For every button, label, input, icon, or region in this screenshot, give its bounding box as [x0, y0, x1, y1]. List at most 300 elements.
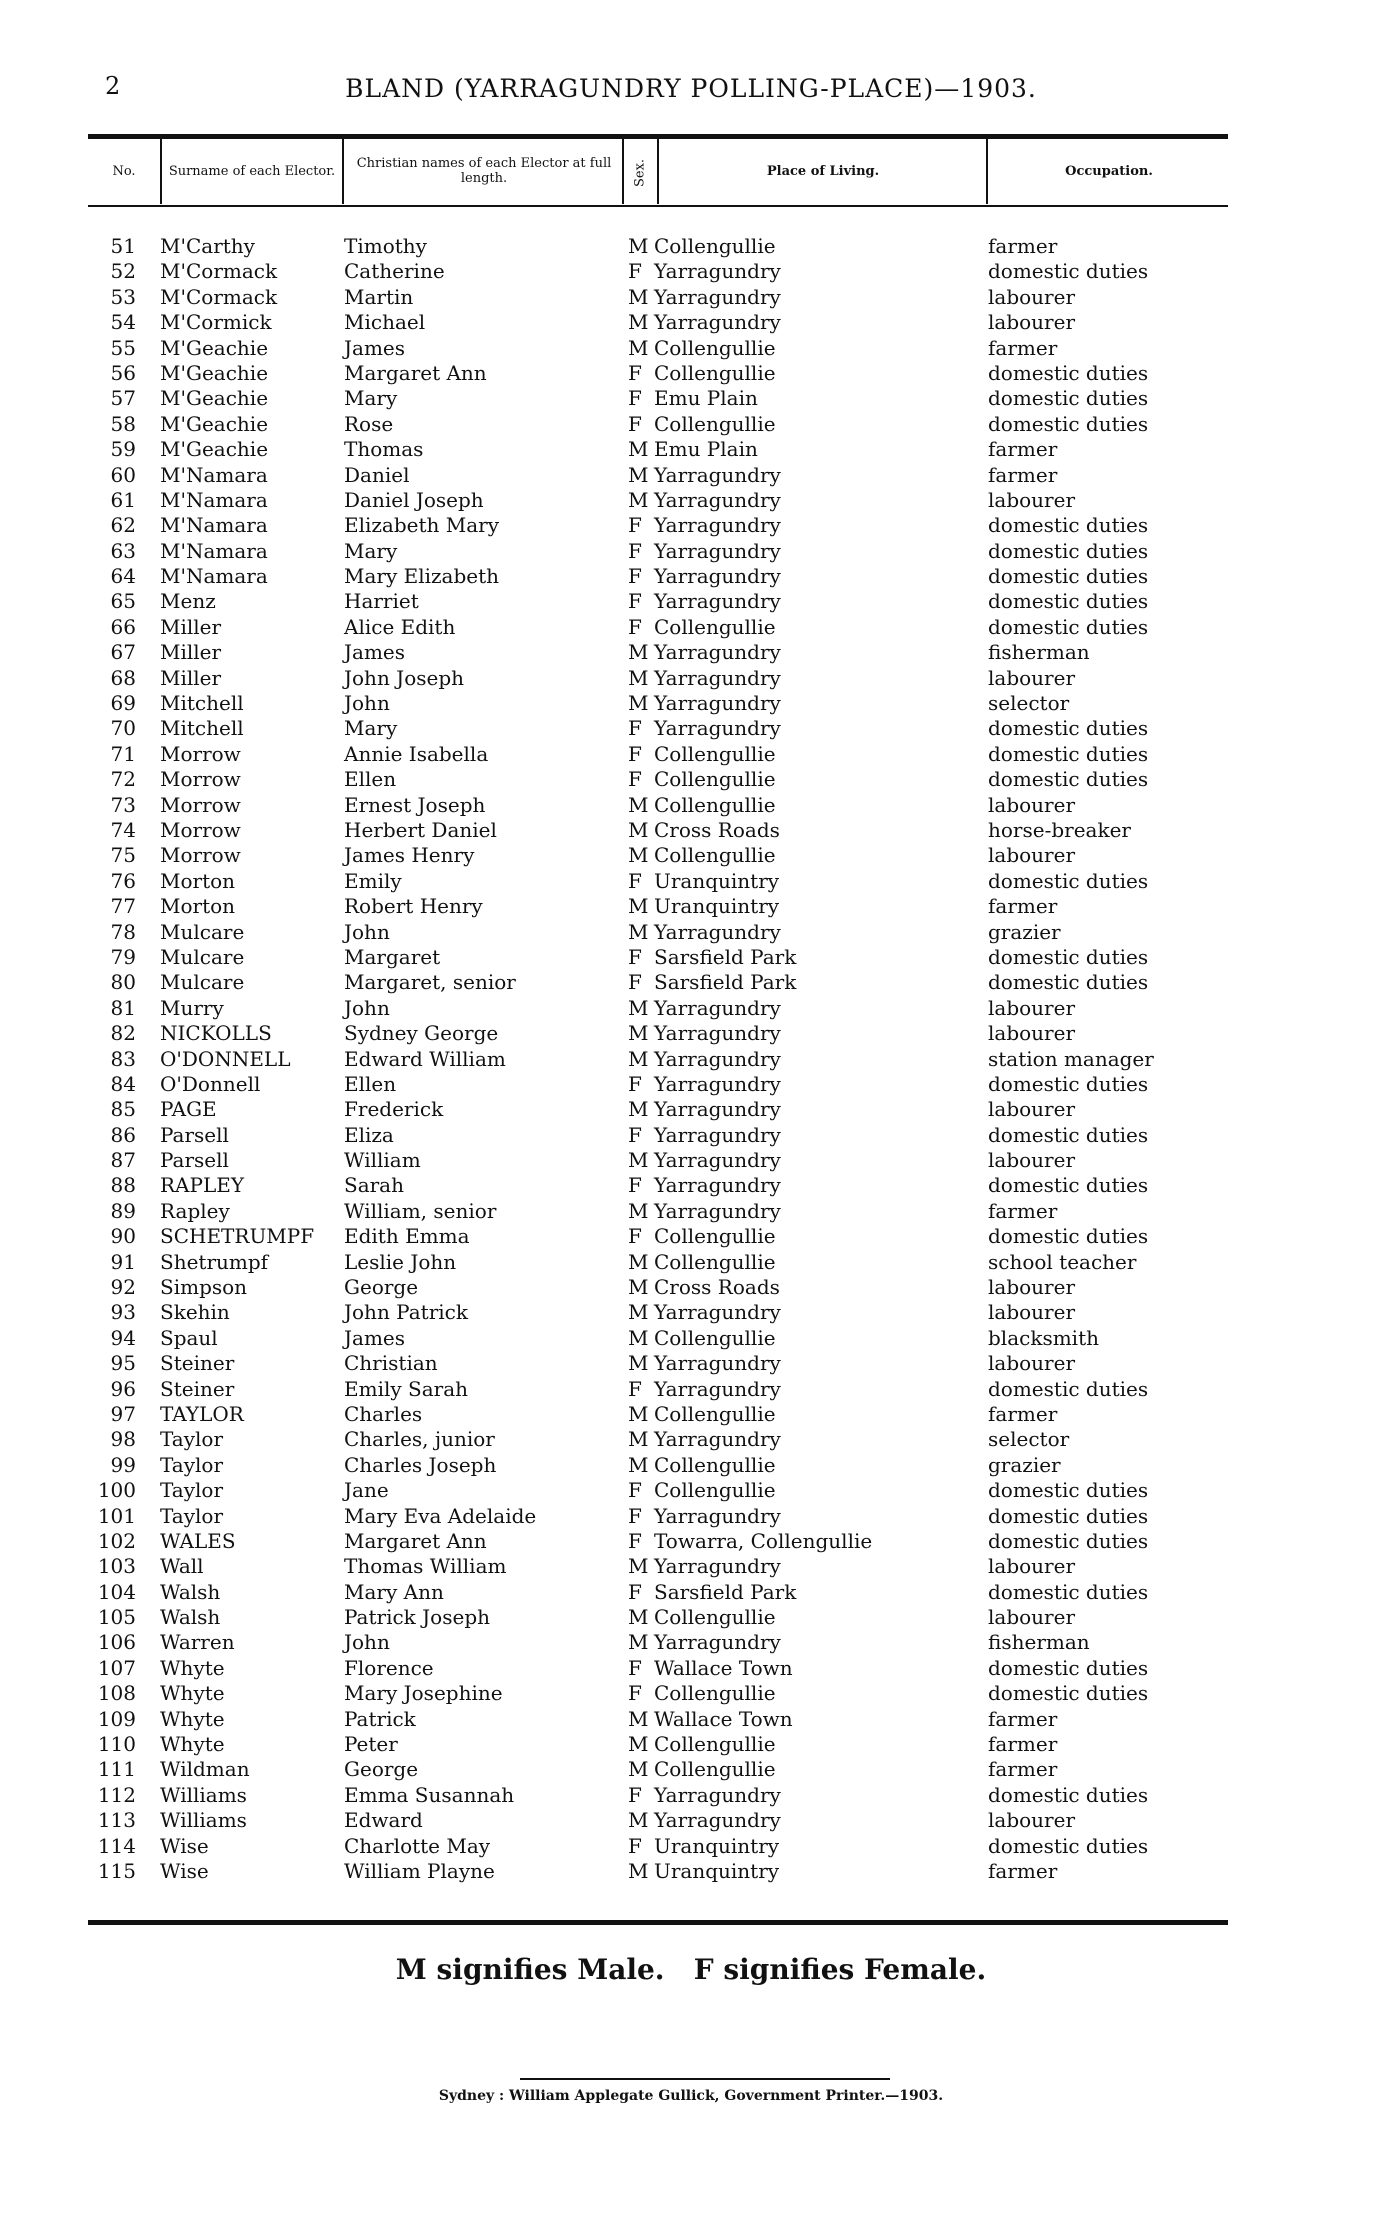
elector-christian-names: Christian — [344, 1351, 438, 1376]
elector-occupation: school teacher — [988, 1249, 1137, 1274]
table-row — [0, 818, 1382, 843]
elector-surname: Miller — [160, 640, 222, 665]
elector-sex: F — [628, 564, 642, 589]
elector-number: 101 — [97, 1503, 136, 1528]
elector-sex: M — [628, 817, 649, 842]
elector-surname: Whyte — [160, 1655, 225, 1680]
elector-place: Yarragundry — [654, 665, 781, 690]
elector-christian-names: Emily — [344, 868, 402, 893]
elector-surname: Wise — [160, 1859, 209, 1883]
table-row — [0, 1275, 1382, 1300]
elector-sex: M — [628, 1148, 649, 1173]
elector-occupation: domestic duties — [988, 1071, 1149, 1096]
elector-christian-names: Peter — [344, 1732, 398, 1757]
elector-occupation: labourer — [988, 284, 1076, 309]
elector-surname: Wise — [160, 1833, 209, 1858]
elector-place: Yarragundry — [654, 716, 781, 741]
elector-number: 104 — [97, 1579, 136, 1604]
elector-surname: M'Geachie — [160, 360, 269, 385]
elector-number: 67 — [110, 640, 136, 665]
elector-place: Collengullie — [654, 1401, 776, 1426]
elector-christian-names: Mary — [344, 716, 398, 741]
table-row — [0, 336, 1382, 361]
table-row — [0, 361, 1382, 386]
column-divider — [342, 138, 344, 204]
elector-christian-names: Thomas — [344, 437, 424, 462]
page-number: 2 — [105, 72, 121, 100]
elector-number: 91 — [110, 1249, 136, 1274]
elector-occupation: labourer — [988, 995, 1076, 1020]
elector-christian-names: Edith Emma — [344, 1224, 470, 1249]
elector-christian-names: Daniel — [344, 462, 410, 487]
elector-occupation: farmer — [988, 1732, 1058, 1757]
elector-surname: Mulcare — [160, 970, 245, 995]
elector-occupation: labourer — [988, 1554, 1076, 1579]
elector-christian-names: Charles — [344, 1401, 423, 1426]
elector-place: Towarra, Collengullie — [654, 1528, 873, 1553]
elector-christian-names: Sydney George — [344, 1021, 499, 1046]
elector-surname: TAYLOR — [160, 1401, 244, 1426]
column-divider — [657, 138, 659, 204]
elector-sex: M — [628, 437, 649, 462]
elector-place: Collengullie — [654, 1452, 776, 1477]
elector-surname: Shetrumpf — [160, 1249, 269, 1274]
elector-christian-names: Edward — [344, 1808, 423, 1833]
column-header-surname: Surname of each Elector. — [168, 163, 336, 179]
elector-occupation: domestic duties — [988, 741, 1149, 766]
elector-surname: Miller — [160, 665, 222, 690]
elector-occupation: farmer — [988, 1198, 1058, 1223]
elector-occupation: domestic duties — [988, 1528, 1149, 1553]
elector-number: 105 — [97, 1605, 136, 1630]
elector-number: 93 — [110, 1300, 136, 1325]
elector-sex: M — [628, 1046, 649, 1071]
table-row — [0, 767, 1382, 792]
elector-number: 72 — [110, 767, 136, 792]
table-row — [0, 437, 1382, 462]
elector-number: 54 — [110, 310, 136, 335]
elector-christian-names: Margaret Ann — [344, 1528, 487, 1553]
elector-christian-names: James — [344, 1325, 406, 1350]
elector-surname: Walsh — [160, 1579, 221, 1604]
elector-occupation: domestic duties — [988, 386, 1149, 411]
elector-occupation: domestic duties — [988, 538, 1149, 563]
elector-number: 59 — [110, 437, 136, 462]
elector-sex: M — [628, 1021, 649, 1046]
elector-sex: M — [628, 310, 649, 335]
elector-surname: Parsell — [160, 1148, 229, 1173]
table-row — [0, 513, 1382, 538]
elector-number: 76 — [110, 868, 136, 893]
elector-number: 98 — [110, 1427, 136, 1452]
table-row — [0, 463, 1382, 488]
elector-sex: M — [628, 1275, 649, 1300]
elector-surname: Mitchell — [160, 716, 244, 741]
elector-surname: M'Geachie — [160, 386, 269, 411]
elector-christian-names: John Joseph — [344, 665, 465, 690]
elector-list — [0, 234, 1382, 1884]
elector-occupation: labourer — [988, 1021, 1076, 1046]
elector-christian-names: Emily Sarah — [344, 1376, 469, 1401]
elector-number: 108 — [97, 1681, 136, 1706]
elector-place: Collengullie — [654, 843, 776, 868]
elector-place: Yarragundry — [654, 1198, 781, 1223]
elector-place: Collengullie — [654, 1325, 776, 1350]
elector-occupation: labourer — [988, 1097, 1076, 1122]
elector-surname: SCHETRUMPF — [160, 1224, 315, 1249]
elector-number: 63 — [110, 538, 136, 563]
table-row — [0, 869, 1382, 894]
table-row — [0, 1808, 1382, 1833]
elector-surname: Morton — [160, 868, 236, 893]
elector-sex: F — [628, 868, 642, 893]
table-row — [0, 1859, 1382, 1884]
elector-sex: M — [628, 1351, 649, 1376]
elector-occupation: domestic duties — [988, 614, 1149, 639]
elector-place: Yarragundry — [654, 1071, 781, 1096]
elector-number: 103 — [97, 1554, 136, 1579]
elector-place: Emu Plain — [654, 437, 758, 462]
table-row — [0, 1707, 1382, 1732]
elector-surname: Mulcare — [160, 919, 245, 944]
elector-christian-names: Elizabeth Mary — [344, 513, 500, 538]
elector-occupation: domestic duties — [988, 970, 1149, 995]
elector-place: Collengullie — [654, 741, 776, 766]
elector-place: Collengullie — [654, 411, 776, 436]
elector-sex: M — [628, 1706, 649, 1731]
elector-place: Yarragundry — [654, 1021, 781, 1046]
elector-christian-names: Mary Ann — [344, 1579, 444, 1604]
elector-place: Collengullie — [654, 767, 776, 792]
elector-christian-names: Leslie John — [344, 1249, 457, 1274]
elector-place: Yarragundry — [654, 462, 781, 487]
elector-christian-names: Thomas William — [344, 1554, 507, 1579]
elector-occupation: grazier — [988, 919, 1061, 944]
elector-surname: M'Namara — [160, 462, 268, 487]
elector-surname: M'Namara — [160, 487, 268, 512]
table-row — [0, 945, 1382, 970]
elector-christian-names: Jane — [344, 1478, 389, 1503]
table-row — [0, 1047, 1382, 1072]
table-row — [0, 920, 1382, 945]
elector-christian-names: Rose — [344, 411, 394, 436]
elector-christian-names: Ellen — [344, 1071, 397, 1096]
elector-christian-names: Patrick Joseph — [344, 1605, 490, 1630]
elector-surname: Morrow — [160, 843, 241, 868]
elector-surname: Steiner — [160, 1376, 235, 1401]
elector-surname: M'Namara — [160, 538, 268, 563]
elector-number: 87 — [110, 1148, 136, 1173]
elector-sex: M — [628, 1859, 649, 1883]
elector-number: 96 — [110, 1376, 136, 1401]
elector-occupation: domestic duties — [988, 1579, 1149, 1604]
elector-number: 64 — [110, 564, 136, 589]
elector-number: 86 — [110, 1122, 136, 1147]
elector-occupation: labourer — [988, 1351, 1076, 1376]
elector-place: Wallace Town — [654, 1706, 793, 1731]
elector-sex: F — [628, 1528, 642, 1553]
elector-christian-names: Mary — [344, 538, 398, 563]
elector-occupation: farmer — [988, 437, 1058, 462]
column-divider — [160, 138, 162, 204]
table-row — [0, 716, 1382, 741]
elector-occupation: domestic duties — [988, 1224, 1149, 1249]
elector-number: 107 — [97, 1655, 136, 1680]
elector-occupation: domestic duties — [988, 1681, 1149, 1706]
elector-sex: F — [628, 970, 642, 995]
elector-christian-names: John — [344, 919, 390, 944]
elector-number: 62 — [110, 513, 136, 538]
elector-surname: Mitchell — [160, 691, 244, 716]
column-header-occupation: Occupation. — [1065, 163, 1153, 179]
elector-sex: M — [628, 1452, 649, 1477]
elector-surname: Whyte — [160, 1681, 225, 1706]
elector-number: 88 — [110, 1173, 136, 1198]
table-row — [0, 488, 1382, 513]
table-row — [0, 1326, 1382, 1351]
elector-place: Collengullie — [654, 1757, 776, 1782]
elector-surname: Taylor — [160, 1452, 224, 1477]
elector-number: 97 — [110, 1401, 136, 1426]
elector-occupation: domestic duties — [988, 767, 1149, 792]
elector-place: Sarsfield Park — [654, 1579, 797, 1604]
elector-occupation: domestic duties — [988, 589, 1149, 614]
elector-occupation: labourer — [988, 1148, 1076, 1173]
elector-number: 55 — [110, 335, 136, 360]
table-row — [0, 615, 1382, 640]
elector-christian-names: Mary Eva Adelaide — [344, 1503, 537, 1528]
elector-sex: F — [628, 1833, 642, 1858]
elector-sex: M — [628, 1554, 649, 1579]
table-row — [0, 1834, 1382, 1859]
elector-occupation: farmer — [988, 234, 1058, 258]
table-row — [0, 666, 1382, 691]
elector-occupation: fisherman — [988, 1630, 1090, 1655]
elector-surname: M'Namara — [160, 564, 268, 589]
table-row — [0, 1123, 1382, 1148]
elector-number: 111 — [97, 1757, 136, 1782]
elector-number: 61 — [110, 487, 136, 512]
elector-surname: O'Donnell — [160, 1071, 261, 1096]
elector-sex: F — [628, 1681, 642, 1706]
table-row — [0, 1656, 1382, 1681]
table-row — [0, 1148, 1382, 1173]
elector-number: 57 — [110, 386, 136, 411]
elector-surname: Whyte — [160, 1706, 225, 1731]
elector-number: 81 — [110, 995, 136, 1020]
elector-christian-names: Mary Elizabeth — [344, 564, 500, 589]
elector-number: 69 — [110, 691, 136, 716]
table-row — [0, 1351, 1382, 1376]
elector-christian-names: Martin — [344, 284, 414, 309]
elector-place: Collengullie — [654, 335, 776, 360]
elector-number: 114 — [97, 1833, 136, 1858]
elector-number: 110 — [97, 1732, 136, 1757]
elector-surname: Morrow — [160, 817, 241, 842]
elector-number: 84 — [110, 1071, 136, 1096]
elector-surname: O'DONNELL — [160, 1046, 291, 1071]
elector-place: Yarragundry — [654, 1122, 781, 1147]
elector-occupation: selector — [988, 1427, 1070, 1452]
table-row — [0, 234, 1382, 259]
elector-number: 89 — [110, 1198, 136, 1223]
table-row — [0, 589, 1382, 614]
elector-surname: Parsell — [160, 1122, 229, 1147]
elector-place: Yarragundry — [654, 1503, 781, 1528]
elector-number: 100 — [97, 1478, 136, 1503]
elector-sex: M — [628, 792, 649, 817]
elector-occupation: domestic duties — [988, 1122, 1149, 1147]
elector-surname: Skehin — [160, 1300, 230, 1325]
elector-occupation: domestic duties — [988, 868, 1149, 893]
table-row — [0, 1732, 1382, 1757]
table-row — [0, 412, 1382, 437]
elector-occupation: farmer — [988, 1757, 1058, 1782]
elector-number: 74 — [110, 817, 136, 842]
elector-place: Wallace Town — [654, 1655, 793, 1680]
table-row — [0, 539, 1382, 564]
elector-occupation: domestic duties — [988, 1503, 1149, 1528]
elector-occupation: farmer — [988, 1706, 1058, 1731]
elector-surname: M'Cormack — [160, 284, 278, 309]
elector-number: 94 — [110, 1325, 136, 1350]
table-row — [0, 970, 1382, 995]
printer-imprint: Sydney : William Applegate Gullick, Government Printer.—1903. — [438, 2088, 944, 2104]
elector-occupation: labourer — [988, 792, 1076, 817]
table-row — [0, 1453, 1382, 1478]
elector-christian-names: Margaret Ann — [344, 360, 487, 385]
elector-place: Collengullie — [654, 1478, 776, 1503]
elector-place: Yarragundry — [654, 310, 781, 335]
elector-number: 68 — [110, 665, 136, 690]
elector-sex: F — [628, 1579, 642, 1604]
elector-surname: NICKOLLS — [160, 1021, 272, 1046]
table-row — [0, 285, 1382, 310]
elector-sex: M — [628, 284, 649, 309]
elector-place: Yarragundry — [654, 1148, 781, 1173]
elector-number: 66 — [110, 614, 136, 639]
table-row — [0, 1580, 1382, 1605]
table-row — [0, 1250, 1382, 1275]
elector-sex: F — [628, 1224, 642, 1249]
elector-surname: Walsh — [160, 1605, 221, 1630]
elector-occupation: labourer — [988, 1605, 1076, 1630]
elector-place: Yarragundry — [654, 1630, 781, 1655]
elector-surname: Morrow — [160, 792, 241, 817]
header-bottom-rule — [88, 205, 1228, 207]
elector-sex: M — [628, 1605, 649, 1630]
elector-occupation: domestic duties — [988, 1782, 1149, 1807]
elector-number: 82 — [110, 1021, 136, 1046]
elector-christian-names: Charles Joseph — [344, 1452, 497, 1477]
elector-surname: Wall — [160, 1554, 204, 1579]
elector-sex: F — [628, 259, 642, 284]
elector-place: Yarragundry — [654, 538, 781, 563]
elector-christian-names: Margaret — [344, 944, 441, 969]
elector-place: Collengullie — [654, 1224, 776, 1249]
elector-occupation: labourer — [988, 1808, 1076, 1833]
elector-occupation: domestic duties — [988, 259, 1149, 284]
elector-sex: M — [628, 1427, 649, 1452]
elector-occupation: grazier — [988, 1452, 1061, 1477]
elector-occupation: labourer — [988, 665, 1076, 690]
elector-number: 102 — [97, 1528, 136, 1553]
elector-occupation: domestic duties — [988, 411, 1149, 436]
elector-place: Collengullie — [654, 1681, 776, 1706]
elector-place: Sarsfield Park — [654, 970, 797, 995]
elector-christian-names: Mary Josephine — [344, 1681, 503, 1706]
elector-christian-names: Daniel Joseph — [344, 487, 484, 512]
elector-occupation: labourer — [988, 843, 1076, 868]
elector-number: 99 — [110, 1452, 136, 1477]
elector-surname: M'Geachie — [160, 411, 269, 436]
elector-number: 75 — [110, 843, 136, 868]
elector-place: Yarragundry — [654, 487, 781, 512]
page-title: BLAND (YARRAGUNDRY POLLING-PLACE)—1903. — [345, 74, 1037, 103]
column-header-christian: Christian names of each Elector at full length. — [356, 156, 612, 186]
elector-sex: M — [628, 1808, 649, 1833]
elector-place: Yarragundry — [654, 995, 781, 1020]
elector-occupation: domestic duties — [988, 1376, 1149, 1401]
elector-occupation: horse-breaker — [988, 817, 1131, 842]
elector-surname: Williams — [160, 1808, 247, 1833]
elector-place: Yarragundry — [654, 1046, 781, 1071]
elector-sex: F — [628, 411, 642, 436]
elector-number: 78 — [110, 919, 136, 944]
elector-occupation: domestic duties — [988, 564, 1149, 589]
elector-surname: Warren — [160, 1630, 235, 1655]
elector-surname: Morrow — [160, 741, 241, 766]
elector-surname: Rapley — [160, 1198, 230, 1223]
elector-surname: Mulcare — [160, 944, 245, 969]
elector-occupation: domestic duties — [988, 513, 1149, 538]
elector-surname: Taylor — [160, 1478, 224, 1503]
elector-number: 106 — [97, 1630, 136, 1655]
elector-sex: M — [628, 1325, 649, 1350]
elector-number: 80 — [110, 970, 136, 995]
elector-number: 52 — [110, 259, 136, 284]
elector-surname: Taylor — [160, 1503, 224, 1528]
elector-christian-names: Michael — [344, 310, 426, 335]
elector-place: Yarragundry — [654, 919, 781, 944]
elector-surname: PAGE — [160, 1097, 217, 1122]
elector-occupation: domestic duties — [988, 360, 1149, 385]
elector-place: Yarragundry — [654, 691, 781, 716]
elector-occupation: farmer — [988, 894, 1058, 919]
elector-sex: M — [628, 919, 649, 944]
table-row — [0, 1630, 1382, 1655]
elector-place: Yarragundry — [654, 1351, 781, 1376]
elector-sex: F — [628, 386, 642, 411]
elector-place: Uranquintry — [654, 868, 780, 893]
column-header-no: No. — [112, 163, 136, 179]
column-header-sex: Sex. — [632, 158, 648, 188]
table-row — [0, 1021, 1382, 1046]
elector-place: Uranquintry — [654, 894, 780, 919]
sex-legend: M signifies Male. F signifies Female. — [395, 1953, 987, 1986]
elector-place: Collengullie — [654, 1605, 776, 1630]
table-row — [0, 1783, 1382, 1808]
elector-number: 71 — [110, 741, 136, 766]
table-row — [0, 894, 1382, 919]
elector-christian-names: Catherine — [344, 259, 445, 284]
elector-surname: Whyte — [160, 1732, 225, 1757]
elector-sex: F — [628, 1071, 642, 1096]
elector-christian-names: Ernest Joseph — [344, 792, 486, 817]
elector-number: 109 — [97, 1706, 136, 1731]
elector-sex: F — [628, 1122, 642, 1147]
elector-sex: M — [628, 487, 649, 512]
